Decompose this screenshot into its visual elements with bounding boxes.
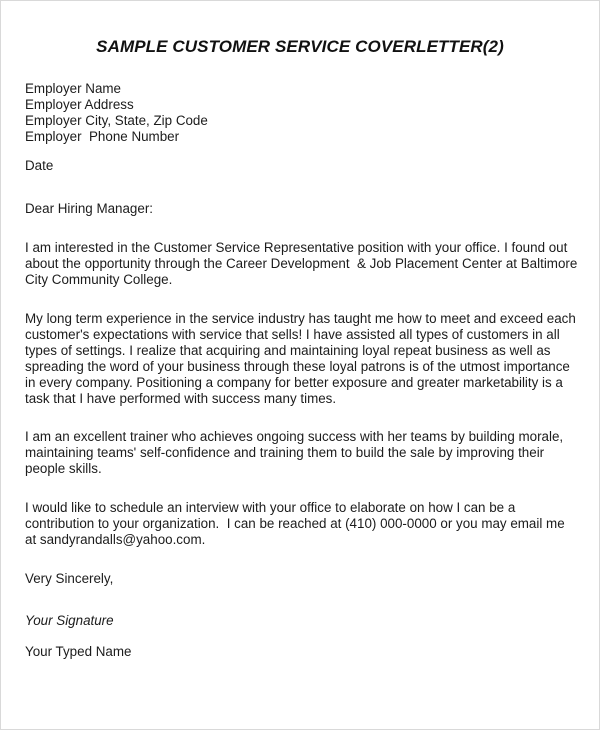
paragraph-line: I would like to schedule an interview with your office to elaborate on how I can be a [25, 500, 516, 515]
paragraph-line: spreading the word of your business through these loyal patrons is of the utmost importance [25, 359, 570, 374]
document-title: SAMPLE CUSTOMER SERVICE COVERLETTER(2) [96, 37, 504, 56]
paragraph-line: maintaining teams' self-confidence and training them to build the sale by improving their [25, 445, 545, 460]
paragraph-line: City Community College. [25, 272, 173, 287]
employer-address-block [25, 81, 577, 145]
paragraph-line: at sandyrandalls@yahoo.com. [25, 532, 206, 547]
closing-line [25, 571, 577, 587]
employer-city-state-zip: Employer City, State, Zip Code [25, 113, 208, 128]
employer-phone: Employer Phone Number [25, 129, 180, 144]
paragraph-line: in every company. Positioning a company for better exposure and greater marketability is a [25, 375, 563, 390]
date-line [25, 158, 577, 174]
paragraph-line: types of settings. I realize that acquiring and maintaining loyal repeat business as well as [25, 343, 551, 358]
paragraph-line: people skills. [25, 461, 102, 476]
paragraph-2 [25, 311, 577, 407]
paragraph-line: My long term experience in the service industry has taught me how to meet and exceed each [25, 311, 576, 326]
paragraph-1 [25, 240, 577, 288]
employer-name: Employer Name [25, 81, 121, 96]
paragraph-3 [25, 429, 577, 477]
salutation-line [25, 201, 577, 217]
closing: Very Sincerely, [25, 571, 114, 586]
paragraph-line: customer's expectations with service that sells! I have assisted all types of customers in all [25, 327, 560, 342]
paragraph-line: task that I have performed with success many times. [25, 391, 337, 406]
signature: Your Signature [25, 613, 114, 628]
date: Date [25, 158, 54, 173]
paragraph-line: contribution to your organization. I can be reached at (410) 000-0000 or you may email me [25, 516, 565, 531]
typed-name-line [25, 644, 577, 660]
paragraph-line: about the opportunity through the Career Development & Job Placement Center at Baltimore [25, 256, 578, 271]
paragraph-line: I am interested in the Customer Service Representative position with your office. I found out [25, 240, 568, 255]
signature-line [25, 613, 577, 629]
salutation: Dear Hiring Manager: [25, 201, 154, 216]
paragraph-line: I am an excellent trainer who achieves ongoing success with her teams by building morale, [25, 429, 564, 444]
typed-name: Your Typed Name [25, 644, 132, 659]
paragraph-4 [25, 500, 577, 548]
employer-address: Employer Address [25, 97, 134, 112]
